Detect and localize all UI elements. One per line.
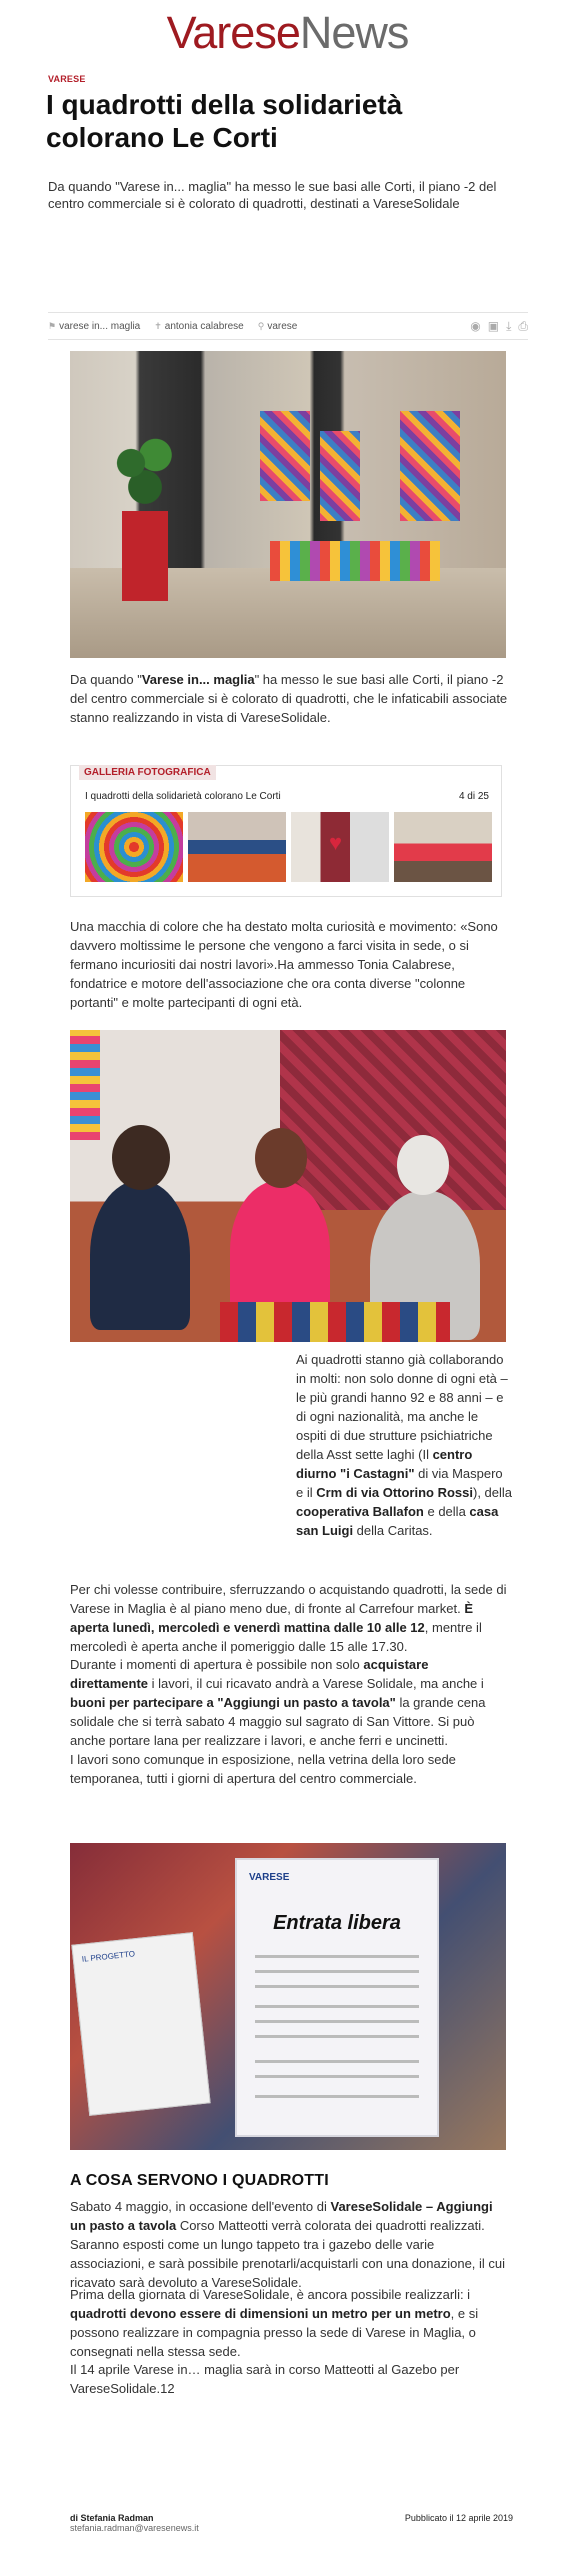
photo-mall-corridor[interactable] [70, 351, 506, 658]
gallery-thumb-2[interactable] [188, 812, 286, 882]
intro-paragraph: Da quando "Varese in... maglia" ha messo le sue basi alle Corti, il piano -2 del centro commerciale si è colorato di quadrotti, che le infaticabili associate stanno realizzando in vista di VareseSolidale. [70, 672, 508, 725]
paragraph-3: Ai quadrotti stanno già collaborando in molti: non solo donne di ogni età – le più grandi hanno 92 e 88 anni – e di ogni nazionalità, ma anche le ospiti di due strutture psichiatriche della Asst sette laghi (Il centro diurno "i Castagni" di via Maspero e il Crm di via Ottorino Rossi), della cooperativa Ballafon e della casa san Luigi della Caritas. [296, 1352, 513, 1538]
photo-knitting-women[interactable] [70, 1030, 506, 1342]
meta-tag[interactable] [48, 321, 140, 332]
author-block [70, 2513, 199, 2533]
print-icon[interactable]: ⎙ [518, 318, 528, 333]
article-actions [470, 319, 528, 334]
subheading: A COSA SERVONO I QUADROTTI [70, 2172, 329, 2189]
tag-icon: ⚑ [48, 320, 57, 331]
comment-icon[interactable]: ◉ [470, 318, 481, 333]
gallery-thumb-3[interactable] [291, 812, 389, 882]
meta-place[interactable] [258, 321, 298, 332]
paragraph-9: Il 14 aprile Varese in… maglia sarà in corso Matteotti al Gazebo per VareseSolidale.12 [70, 2362, 460, 2396]
leaflet [71, 1932, 210, 2116]
photo-knit-3 [400, 411, 460, 521]
photo-knit-2 [320, 431, 360, 521]
site-logo[interactable] [0, 8, 575, 58]
sign-title: Entrata libera [273, 1912, 401, 1934]
download-icon[interactable]: ⤓ [506, 318, 512, 333]
photo-knit-wall [280, 1030, 506, 1210]
sign-board [235, 1858, 439, 2137]
meta-place-label: varese [267, 320, 298, 332]
photo-yarn [220, 1302, 450, 1342]
paragraph-8: Prima della giornata di VareseSolidale, è ancora possibile realizzarli: i quadrotti devono essere di dimensioni un metro per un metro, e si possono realizzare in compagnia presso la sede di Varese in Maglia, o consegnati nella stessa sede. [70, 2287, 479, 2359]
paragraph-4: Per chi volesse contribuire, sferruzzando o acquistando quadrotti, la sede di Varese in Maglia è al piano meno due, di fronte al Carrefour market. È aperta lunedì, mercoledì e venerdì mattina dalle 10 alle 12, mentre il mercoledì è aperta anche il pomeriggio dalle 15 alle 17.30. [70, 1582, 507, 1654]
article-subtitle: Da quando "Varese in... maglia" ha messo le sue basi alle Corti, il piano -2 del centro commerciale si è colorato di quadrotti, destinati a VareseSolidale [48, 179, 497, 211]
photo-plant [110, 431, 180, 601]
article-title: I quadrotti della solidarietà colorano Le Corti [46, 89, 403, 153]
gallery-label: GALLERIA FOTOGRAFICA [79, 765, 216, 780]
sign-brand: VARESE [249, 1872, 290, 1883]
photo-knit-left [70, 1030, 100, 1140]
photo-knit-4 [270, 541, 440, 581]
gallery-thumb-4[interactable] [394, 812, 492, 882]
gallery-count: 4 di 25 [458, 791, 489, 802]
meta-tag-label: varese in... maglia [59, 320, 141, 332]
gallery-thumb-1[interactable] [85, 812, 183, 882]
meta-person-label: antonia calabrese [164, 320, 244, 332]
author-name[interactable]: di Stefania Radman [70, 2513, 154, 2523]
photo-gallery-widget[interactable] [70, 765, 502, 897]
leaflet-text: IL PROGETTO [81, 1949, 136, 1964]
author-email[interactable]: stefania.radman@varesenews.it [70, 2523, 199, 2533]
paragraph-5: Durante i momenti di apertura è possibile non solo acquistare direttamente i lavori, il cui ricavato andrà a Varese Solidale, ma anche i buoni per partecipare a "Aggiungi un pasto a tavola" la grande cena solidale che si terrà sabato 4 maggio sul sagrato di San Vittore. Si può anche portare lana per realizzare i lavori, e anche ferri e uncinetti. [70, 1657, 486, 1748]
photo-entrance-sign[interactable] [70, 1843, 506, 2150]
paragraph-6: I lavori sono comunque in esposizione, nella vetrina della loro sede temporanea, tutti i giorni di apertura del centro commerciale. [70, 1752, 456, 1786]
paragraph-7: Sabato 4 maggio, in occasione dell'evento di VareseSolidale – Aggiungi un pasto a tavola Corso Matteotti verrà colorata dei quadrotti realizzati. Saranno esposti come un lungo tappeto tra i gazebo delle varie associazioni, e sarà possibile prenotarli/acquistarli con una donazione, il cui ricavato sarà devoluto a VareseSolidale. [70, 2199, 506, 2290]
location-pin-icon: ⚲ [257, 320, 265, 331]
photo-knit-1 [260, 411, 310, 501]
gallery-title[interactable]: I quadrotti della solidarietà colorano Le Corti [85, 791, 281, 802]
paragraph-2: Una macchia di colore che ha destato molta curiosità e movimento: «Sono davvero moltissime le persone che vengono a farci visita in sede, o si fermano incuriositi dai nostri lavori».Ha ammesso Tonia Calabrese, fondatrice e motore dell'associazione che ora conta diverse "colonne portanti" e molte partecipanti di ogni età. [70, 919, 498, 1010]
logo-news: News [299, 7, 409, 58]
logo-varese: Varese [166, 7, 300, 58]
meta-person[interactable] [154, 321, 244, 332]
article-meta-bar [48, 312, 528, 340]
person-icon: ✝ [154, 320, 162, 331]
publish-date: Pubblicato il 12 aprile 2019 [404, 2513, 513, 2523]
camera-icon[interactable]: ▣ [487, 318, 500, 333]
section-label[interactable]: VARESE [48, 74, 86, 84]
